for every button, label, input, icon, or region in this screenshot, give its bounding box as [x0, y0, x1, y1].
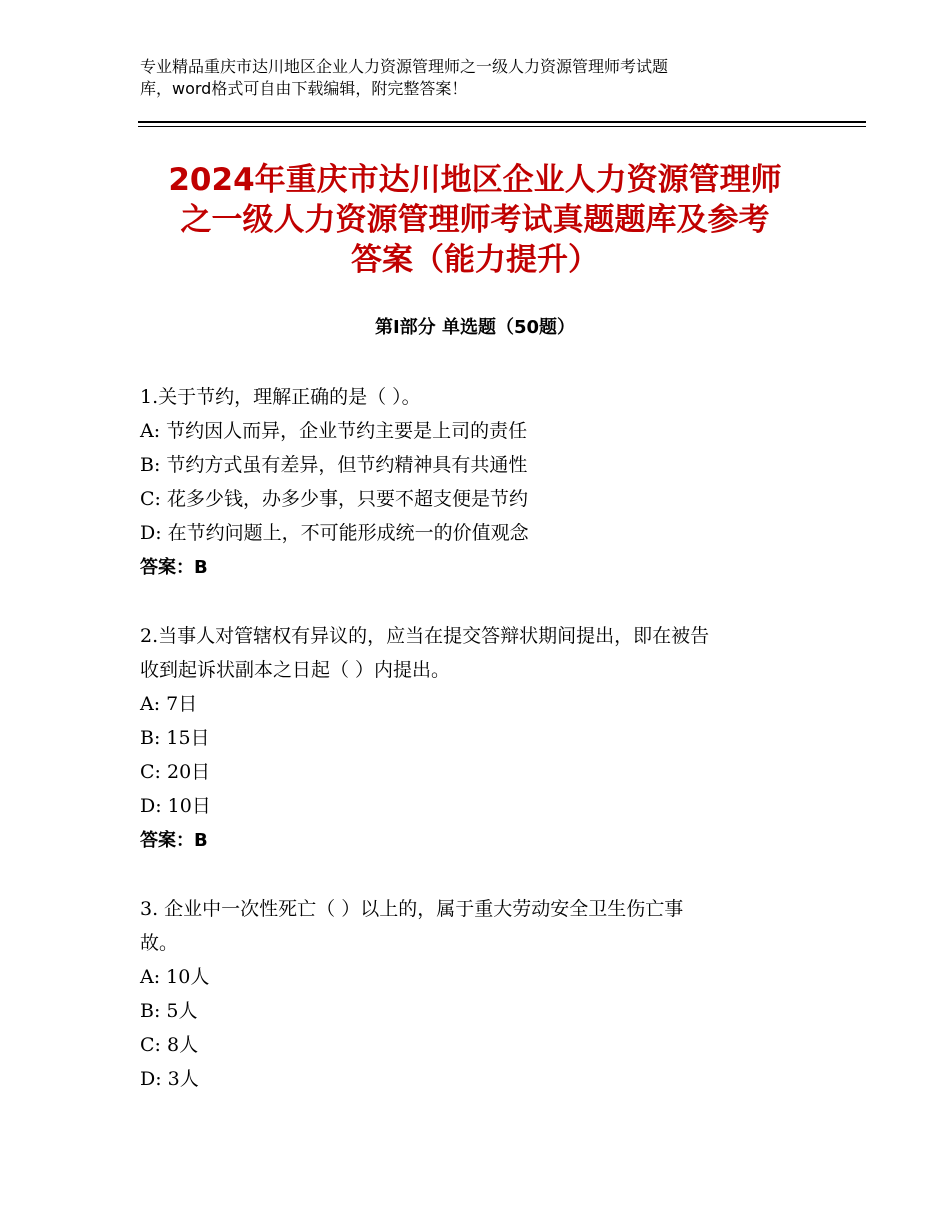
question-2-option-b: B: 15日	[140, 727, 210, 749]
question-3-option-d: D: 3人	[140, 1068, 199, 1090]
question-3-stem-line-1: 3. 企业中一次性死亡（ ）以上的，属于重大劳动安全卫生伤亡事	[140, 898, 684, 920]
header-rule-thick	[138, 121, 866, 123]
question-2-option-a: A: 7日	[140, 693, 198, 715]
question-1-option-b: B: 节约方式虽有差异，但节约精神具有共通性	[140, 454, 528, 476]
question-1-option-a: A: 节约因人而异，企业节约主要是上司的责任	[140, 420, 528, 442]
question-3-option-c: C: 8人	[140, 1034, 199, 1056]
section-heading: 第Ⅰ部分 单选题（50题）	[374, 317, 575, 338]
header-note-line: 专业精品重庆市达川地区企业人力资源管理师之一级人力资源管理师考试题	[140, 57, 669, 76]
question-1-option-d: D: 在节约问题上，不可能形成统一的价值观念	[140, 522, 529, 544]
question-2-stem-line-1: 2.当事人对管辖权有异议的，应当在提交答辩状期间提出，即在被告	[140, 625, 710, 647]
question-2-answer: 答案：B	[140, 830, 208, 851]
title-line: 之一级人力资源管理师考试真题题库及参考	[180, 202, 770, 238]
question-2-option-d: D: 10日	[140, 795, 211, 817]
title-line: 答案（能力提升）	[351, 242, 599, 278]
question-2-option-c: C: 20日	[140, 761, 211, 783]
header-rule-thin	[138, 126, 866, 127]
title-line: 2024年重庆市达川地区企业人力资源管理师	[168, 162, 782, 198]
document-title	[100, 160, 850, 280]
question-3-stem-line-2: 故。	[140, 932, 179, 954]
question-1-stem: 1.关于节约，理解正确的是（ ）。	[140, 386, 421, 408]
question-3-option-b: B: 5人	[140, 1000, 198, 1022]
header-note	[140, 56, 820, 100]
question-3-option-a: A: 10人	[140, 966, 210, 988]
question-2-stem-line-2: 收到起诉状副本之日起（ ）内提出。	[140, 659, 451, 681]
header-note-line: 库，word格式可自由下载编辑，附完整答案！	[140, 79, 468, 98]
question-1-answer: 答案：B	[140, 557, 208, 578]
question-1-option-c: C: 花多少钱，办多少事，只要不超支便是节约	[140, 488, 528, 510]
